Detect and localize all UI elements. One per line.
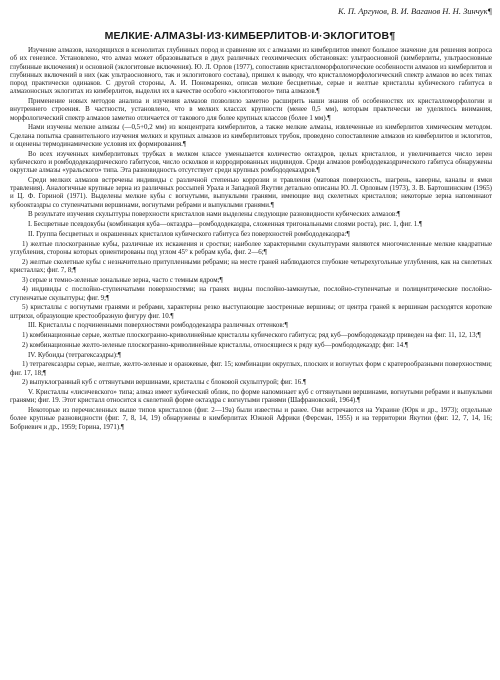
paragraph: Применение новых методов анализа и изучения алмазов позволило заметно расширить наши знания об особенностях их кристалломорфологии и внутреннего строения. В частности, установлено, что в мелких классах крупности (менее 0,5 мм), которым практически не уделялось внимания, морфологический спектр алмазов заметно отличается от такового для более крупных классов (более 1 мм).¶	[10, 97, 492, 122]
list-heading: I. Бесцветные псевдокубы (комбинация куба—октаэдра—ромбододекаэдра, сложенная тригональными слоями роста), рис. 1, фиг. 1.¶	[28, 220, 423, 228]
list-heading: II. Группа бесцветных и окрашенных кристаллов кубического габитуса без поверхностей ромбододекаэдра:¶	[28, 229, 350, 238]
list-heading: III. Кристаллы с подчиненными поверхностями ромбододекаэдра различных оттенков:¶	[28, 321, 288, 330]
list-heading: V. Кристаллы «лисичевского» типа; алмаз имеет кубический облик, по форме напоминает куб с оттянутыми вершинами, вогнутыми ребрами и выпуклыми гранями; фиг. 19. Этот кристалл относится к скелетной форме октаэдра с вогнутыми гранями (Шафрановский, 1964).¶	[10, 388, 492, 405]
list-item: 2) комбинационные желто-зеленые плоскогранно-криволинейные кристаллы, относящиеся к ряду куб—ромбододекаэдр; фиг. 14.¶	[22, 340, 409, 349]
list-item: 1) комбинационные серые, желтые плоскогранно-криволинейные кристаллы кубического габитуса; ряд куб—ромбододекаэдр приведен на фиг. 11, 12, 13;¶	[22, 331, 481, 339]
paragraph: Некоторые из перечисленных выше типов кристаллов (фиг. 2—19а) были известны и ранее. Они встречаются на Украине (Юрк и др., 1973); отдельные более крупные разновидности (фиг. 7, 8, 14, 19) обнаружены в кимберлитах Южной Африки (Ферсман, 1955) и на территории Якутии (фиг. 12, 7, 14, 16; Бобриевич и др., 1959; Горина, 1971).¶	[10, 406, 492, 431]
paragraph: Изучение алмазов, находящихся в ксенолитах глубинных пород и сравнение их с алмазами из кимберлитов имеют большое значение для решения вопроса об их генезисе. Установлено, что алмаз может образовываться в двух различных геохимических обстановках: ультраосновной (кимберлиты, ультраосновные глубинные включения) и основной (эклогитовые включения). Ю. Л. Орлов (1977), сопоставив кристалломорфологические особенности алмазов из кимберлитов и глубинных включений в них (как ультраосновного, так и эклогитового состава), пришел к выводу, что кристалломорфологический спектр алмазов во всех типах пород практически одинаков. С другой стороны, А. И. Пономаренко, описав мелкие бесцветные, серые и желтые кристаллы кубического габитуса в алмазоносных эклогитах из кимберлитов, выделил их в качестве особого «эклогитового» типа алмазов.¶	[10, 46, 492, 96]
paragraph: В результате изучения скульптуры поверхности кристаллов нами выделены следующие разновидности кубических алмазов:¶	[28, 210, 401, 219]
list-item: 1) желтые плоскогранные кубы, различные их искажения и сростки; наиболее характерными скульптурами являются многочисленные мелкие квадратные углубления, стороны которых ориентированы под углом 45° к ребрам куба, фиг. 2—6;¶	[10, 239, 492, 256]
list-item: 4) индивиды с послойно-ступенчатыми поверхностями; на гранях видны послойно-замкнутые, послойно-ступенчатые и полицентрические послойно-ступенчатые скульптуры; фиг. 9;¶	[10, 285, 492, 302]
paragraph: Нами изучены мелкие алмазы (—0,5+0,2 мм) из концентрата кимберлитов, а также мелкие алмазы, извлеченные из кимберлитов химическим методом. Сделана попытка сравнительного изучения мелких и крупных алмазов из кимберлитовых трубок, проведено сопоставление алмазов из кимберлитов и эклогитов, и оценены термодинамические условия их формирования.¶	[10, 123, 492, 148]
list-item: 1) тетрагексаэдры серые, желтые, желто-зеленые и оранжевые, фиг. 15; комбинации округлых, плоских и вогнутых форм с кратерообразными поверхностями; фиг. 17, 18;¶	[10, 360, 492, 377]
list-heading: IV. Кубоиды (тетрагексаэдры):¶	[28, 350, 122, 359]
article-body	[10, 46, 492, 674]
list-item: 2) желтые скелетные кубы с незначительно притупленными ребрами; на месте граней наблюдаются глубокие четырехугольные углубления, как на скелетных кристаллах; фиг. 7, 8;¶	[10, 257, 492, 274]
authors-line: К. П. Аргунов, В. И. Ваганов Н. Н. Зинчук¶	[337, 6, 492, 16]
paragraph: Во всех изученных кимберлитовых трубках в мелком классе уменьшается количество октаэдров, целых кристаллов, и увеличивается число зерен кубического и ромбододекаэдрического габитусов, число осколков и корродированных индивидов. Среди алмазов ромбододекаэдрического габитуса обнаружены округлые алмазы «уральского» типа. Эта разновидность отсутствует среди крупных ромбододекаэдров.¶	[10, 149, 492, 174]
article-title: МЕЛКИЕ·АЛМАЗЫ·ИЗ·КИМБЕРЛИТОВ·И·ЭКЛОГИТОВ¶	[104, 30, 396, 42]
list-item: 2) выпуклогранный куб с оттянутыми вершинами, кристаллы с блоковой скульптурой; фиг. 16.¶	[22, 378, 307, 387]
paragraph: Среди мелких алмазов встречены индивиды с различной степенью коррозии и травления (матовая поверхность, шагрень, каверны, каналы и ямки травления). Аналогичные крупные зерна из различных россыпей Урала и Западной Якутии детально описаны Ю. Л. Орловым (1973), З. В. Бартошинским (1965) и Ц. Ф. Гориной (1971). Выделены мелкие кубы с вогнутыми, выпуклыми гранями, имеющие вид скелетных кристаллов; некоторые зерна напоминают кубооктаэдры со ступенчатыми вершинами, вогнутыми ребрами и выпуклыми гранями.¶	[10, 175, 492, 209]
list-item: 3) серые и темно-зеленые зональные зерна, часто с темным ядром;¶	[22, 275, 223, 284]
list-item: 5) кристаллы с вогнутыми гранями и ребрами, характерны резко выступающие заостренные вершины; от центра граней к вершинам расходятся короткие штрихи, образующие крестообразную фигуру фиг. 10.¶	[10, 303, 492, 320]
